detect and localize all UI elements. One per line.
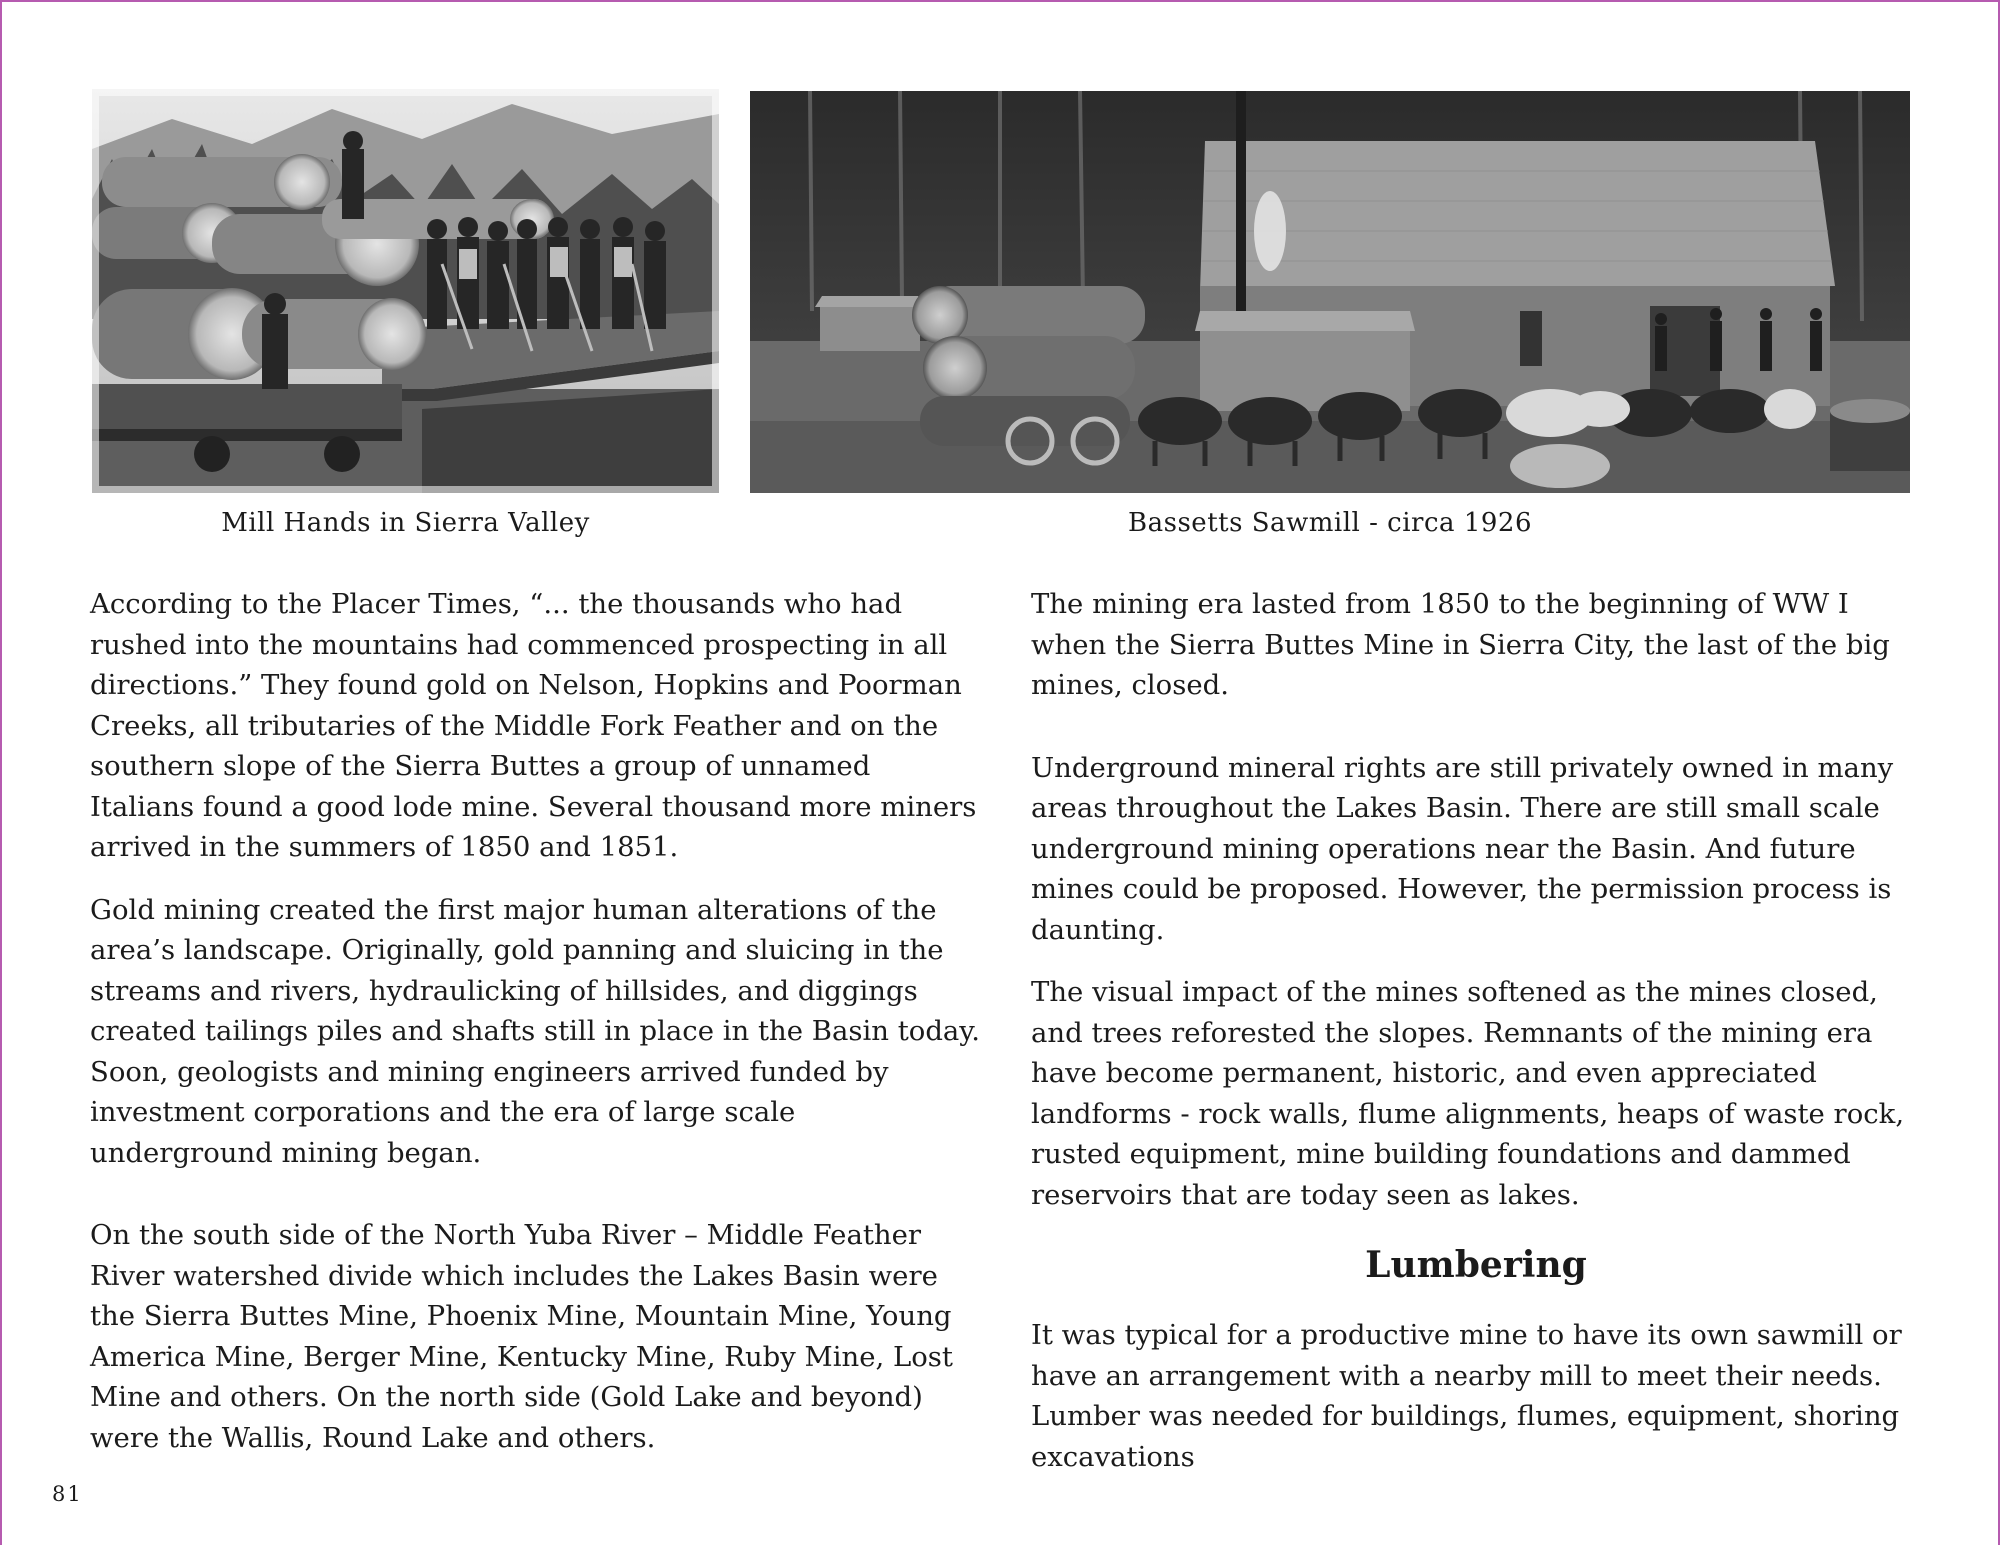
paragraph-mineral-rights: Underground mineral rights are still privately owned in many areas throughout the Lakes Basin. There are still small scale underground mining operations near the Basin. And future mines could be proposed. However, the permission process is daunting. (1031, 751, 1894, 946)
page-border-top (0, 0, 2000, 2)
mill-hands-photo (92, 89, 719, 493)
paragraph-south-side-mines: On the south side of the North Yuba River – Middle Feather River watershed divide which includes the Lakes Basin were the Sierra Buttes Mine, Phoenix Mine, Mountain Mine, Young America Mine, Berger Mine, Kentucky Mine, Ruby Mine, Lost Mine and others. On the north side (Gold Lake and beyond) were the Wallis, Round Lake and others. (90, 1219, 953, 1454)
sawmill-photo (750, 91, 1910, 493)
paragraph-visual-impact: The visual impact of the mines softened as the mines closed, and trees reforested the slopes. Remnants of the mining era have become permanent, historic, and even appreciated landforms - rock walls, flume alignments, heaps of waste rock, rusted equipment, mine building foundations and dammed reservoirs that are today seen as lakes. (1031, 976, 1905, 1211)
sawmill-caption: Bassetts Sawmill - circa 1926 (1128, 508, 1532, 538)
left-text-column (90, 584, 980, 1458)
sawmill-photo-image (750, 91, 1910, 493)
page-border-left (0, 0, 2, 1545)
right-text-column (1031, 584, 1921, 1477)
paragraph-placer-times: According to the Placer Times, “... the thousands who had rushed into the mountains had commenced prospecting in all directions.” They found gold on Nelson, Hopkins and Poorman Creeks, all tributaries of the Middle Fork Feather and on the southern slope of the Sierra Buttes a group of unnamed Italians found a good lode mine. Several thousand more miners arrived in the summers of 1850 and 1851. (90, 588, 977, 863)
paragraph-gold-mining-alterations: Gold mining created the first major human alterations of the area’s landscape. Originally, gold panning and sluicing in the streams and rivers, hydraulicking of hillsides, and diggings created tailings piles and shafts still in place in the Basin today. Soon, geologists and mining engineers arrived funded by investment corporations and the era of large scale underground mining began. (90, 893, 980, 1169)
mill-hands-photo-image (92, 89, 719, 493)
mill-hands-caption: Mill Hands in Sierra Valley (221, 508, 590, 538)
page-number: 81 (52, 1482, 83, 1506)
section-heading-lumbering: Lumbering (1365, 1244, 1587, 1286)
paragraph-mining-era-lasted: The mining era lasted from 1850 to the beginning of WW I when the Sierra Buttes Mine in Sierra City, the last of the big mines, closed. (1031, 588, 1890, 701)
paragraph-lumbering-sawmill: It was typical for a productive mine to have its own sawmill or have an arrangement with a nearby mill to meet their needs. Lumber was needed for buildings, flumes, equipment, shoring excavations (1031, 1319, 1902, 1473)
